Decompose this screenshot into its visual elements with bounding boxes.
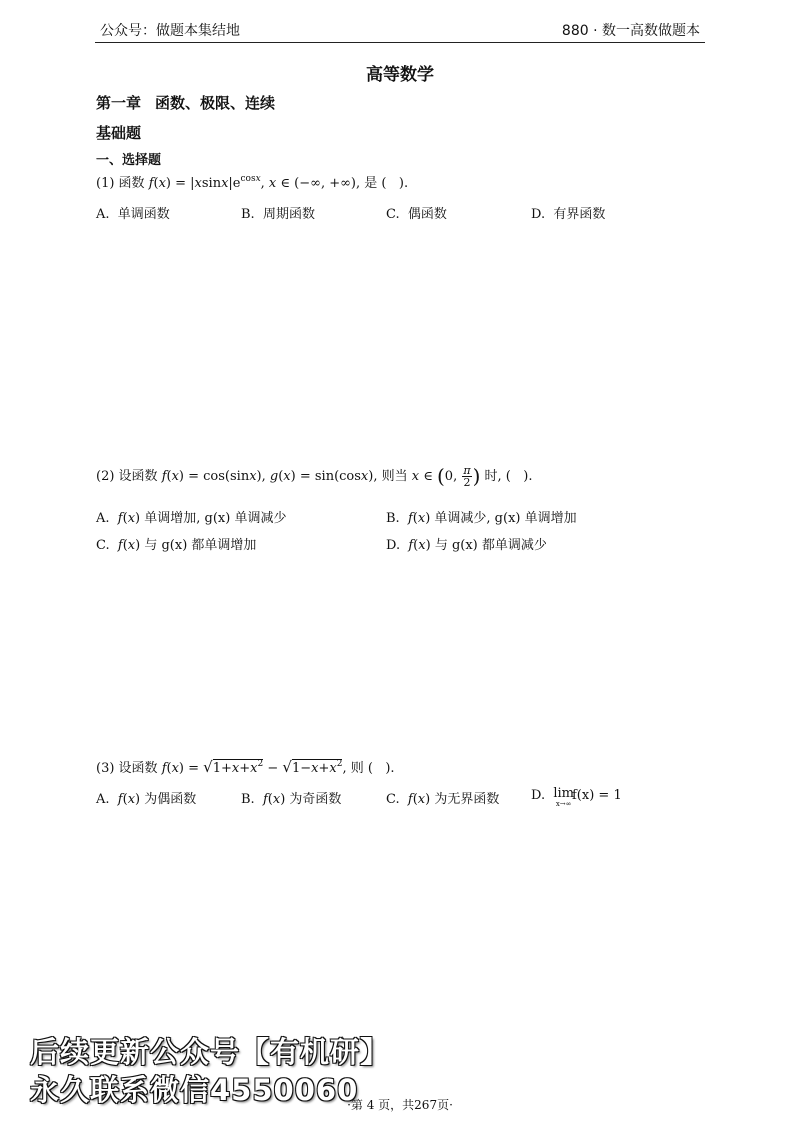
page-title: 高等数学 xyxy=(366,65,434,85)
section-heading: 一、选择题 xyxy=(96,153,162,168)
chapter-name: 函数、极限、连续 xyxy=(155,94,276,112)
q3-option-d[interactable]: D. lim x→∞ xyxy=(531,786,575,808)
question-3-number: (3) xyxy=(96,761,115,776)
q2-option-a[interactable]: A. f(x) 单调增加, g(x) 单调减少 xyxy=(96,511,287,526)
chapter-heading xyxy=(96,92,275,113)
q2-option-d[interactable]: D. f(x) 与 g(x) 都单调减少 xyxy=(386,538,547,553)
q1-option-a[interactable]: A. 单调函数 xyxy=(96,207,170,222)
header-left: 公众号：做题本集结地 xyxy=(100,23,240,39)
question-2-number: (2) xyxy=(96,469,115,484)
chapter-number: 第一章 xyxy=(96,94,142,112)
q1-option-b[interactable]: B. 周期函数 xyxy=(241,207,315,222)
q3-option-a[interactable]: A. f(x) 为偶函数 xyxy=(96,792,197,807)
header-right: 880 · 数一高数做题本 xyxy=(561,23,700,39)
header-divider xyxy=(95,42,705,43)
q2-option-b[interactable]: B. f(x) 单调减少, g(x) 单调增加 xyxy=(386,511,577,526)
question-1: (1) 函数 $f(x) = |xsinx|e^{cosx}$, x ∈ (−∞, +∞), 是 ( ). xyxy=(96,174,409,191)
watermark-line-2: 永久联系微信4550060 xyxy=(30,1073,359,1107)
question-2: (2) 设函数 f(x) = cos(sinx), g(x) = sin(cosx), 则当 x ∈ (0, $\frac{\pi}{2}$ ) 时, ( ). xyxy=(96,464,533,489)
question-1-number: (1) xyxy=(96,176,115,191)
watermark-line-1: 后续更新公众号【有机研】 xyxy=(30,1035,391,1069)
q1-option-c[interactable]: C. 偶函数 xyxy=(386,207,447,222)
subtitle: 基础题 xyxy=(96,124,142,142)
q2-option-c[interactable]: C. f(x) 与 g(x) 都单调增加 xyxy=(96,538,257,553)
q1-option-d[interactable]: D. 有界函数 xyxy=(531,207,606,222)
q3-option-d-expression: f(x) = 1 xyxy=(572,788,622,803)
pi-over-2-fraction: $\frac{\pi}{2}$ xyxy=(463,464,471,489)
q3-option-c[interactable]: C. f(x) 为无界函数 xyxy=(386,792,500,807)
limit-symbol: lim x→∞ xyxy=(553,786,575,808)
q3-option-b[interactable]: B. f(x) 为奇函数 xyxy=(241,792,342,807)
page-footer: ·第 4 页，共267页· xyxy=(347,1098,453,1112)
question-3: (3) 设函数 $f(x) = √1+x+x^2 - √1-x+x^2$, 则 ( ). xyxy=(96,758,395,776)
